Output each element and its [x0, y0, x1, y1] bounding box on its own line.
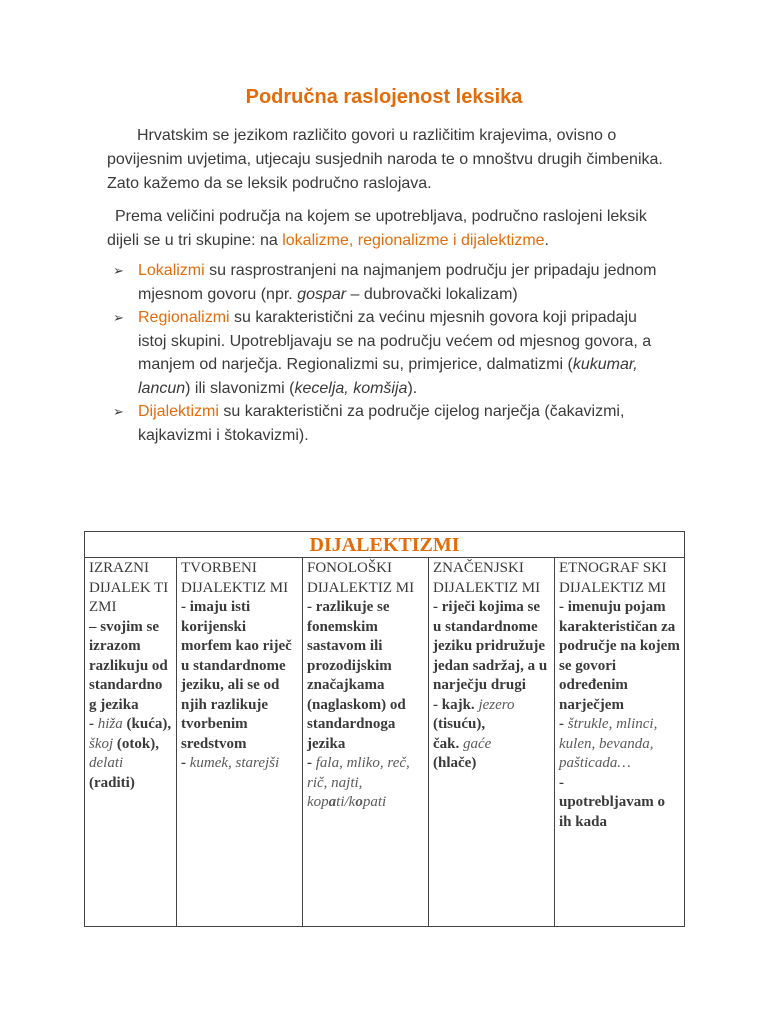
term: Lokalizmi [138, 262, 205, 279]
example: škoj [89, 735, 114, 752]
example-accent: a [328, 794, 337, 810]
translation: (hlače) [433, 755, 477, 771]
dialect-label: kajk. [441, 696, 475, 713]
example: ti/k [336, 794, 356, 810]
example: gaće [463, 735, 492, 752]
division-paragraph [107, 205, 667, 253]
item-text: ) ili slavonizmi ( [185, 379, 295, 397]
item-text: su rasprostranjeni na najmanjem području jer pripadaju jednom mjesnom govoru (npr. [138, 262, 657, 303]
intro-text: Hrvatskim se jezikom različito govori u različitim krajevima, ovisno o povijesnim uvjetima, utjecaju susjednih naroda te o mnoštvu drugih čimbenika. Zato kažemo da se leksik područno raslojava. [107, 127, 663, 192]
example: kecelja, komšija [294, 379, 408, 397]
dash: - [559, 774, 564, 791]
col-heading: ZNAČENJSKI DIJALEKTIZ MI [433, 560, 541, 596]
col-desc: - razlikuje se fonemskim sastavom ili prozodijskim značajkama (naglaskom) od standardnoga jezika [307, 599, 406, 752]
examples: - fala, mliko, reč, rič, najti, kopati/kopati [307, 755, 410, 810]
division-text: Prema veličini područja na kojem se upotrebljava, područno raslojeni leksik dijeli se u tri skupine: na [107, 208, 647, 249]
example: pati [362, 794, 387, 810]
examples [89, 735, 172, 755]
examples [433, 735, 550, 755]
example: kumek, starejši [189, 755, 280, 771]
col-desc: - imaju isti korijenski morfem kao riječ u standardnome jeziku, ali se od njih razlikuje tvorbenim sredstvom [181, 599, 292, 752]
col-heading: IZRAZNI DIJALEK TI ZMI [89, 560, 169, 615]
examples [89, 754, 172, 793]
col-heading: TVORBENI DIJALEKTIZ MI [181, 560, 289, 596]
intro-paragraph [107, 124, 667, 196]
col-etnografski [555, 558, 685, 927]
col-desc: - riječi kojima se u standardnome jeziku pridružuje jedan sadržaj, a u narječju drugi [433, 599, 548, 693]
translation: (otok), [116, 735, 159, 752]
col-tvorbeni [177, 558, 303, 927]
dialect-label: čak. [433, 735, 460, 752]
term: Dijalektizmi [138, 403, 219, 420]
arrow-bullet-icon: ➢ [113, 263, 124, 278]
item-text: su karakteristični za područje cijelog narječja (čakavizmi, kajkavizmi i štokavizmi). [138, 403, 625, 444]
arrow-bullet-icon: ➢ [113, 310, 124, 325]
types-list [107, 259, 667, 447]
translation: (tisuću), [433, 716, 486, 732]
list-item-regionalizmi [107, 306, 667, 400]
item-text: ). [407, 379, 418, 397]
col-heading: FONOLOŠKI DIJALEKTIZ MI [307, 560, 415, 596]
translation: (kuća), [126, 716, 172, 732]
list-item-lokalizmi [107, 259, 667, 306]
arrow-bullet-icon: ➢ [113, 404, 124, 419]
item-text: su karakteristični za većinu mjesnih govora koji pripadaju istoj skupini. Upotrebljavaju se na području većem od mjesnog govora, a manjem od narječja. Regionalizmi su, primjerice, dalmatizmi ( [138, 309, 652, 373]
col-desc: – svojim se izrazom razlikuju od standardno g jezika [89, 618, 168, 713]
examples: - kajk. jezero [433, 696, 515, 713]
table-header: DIJALEKTIZMI [85, 532, 685, 558]
col-fonoloski [303, 558, 429, 927]
col-znacenjski [429, 558, 555, 927]
example: štrukle, mlinci, kulen, bevanda, pašticada… [559, 716, 658, 771]
division-highlight: lokalizme, regionalizme i dijalektizme [282, 232, 545, 249]
example: delati [89, 755, 124, 771]
example: jezero [478, 696, 515, 713]
col-desc-2: upotrebljavam o ih kada [559, 794, 665, 830]
translation: (raditi) [89, 774, 135, 791]
example: kukumar, lancun [138, 356, 638, 397]
examples: - hiža (kuća), [89, 716, 172, 732]
example-accent: o [355, 794, 363, 810]
example: fala, mliko, reč, rič, najti, kop [307, 755, 410, 810]
term: Regionalizmi [138, 309, 230, 326]
col-desc: - imenuju pojam karakterističan za područje na kojem se govori određenim narječjem [559, 599, 680, 713]
examples: - štrukle, mlinci, kulen, bevanda, pašticada… [559, 716, 658, 771]
list-item-dijalektizmi [107, 400, 667, 447]
table-row [85, 558, 685, 927]
dijalektizmi-table [84, 531, 685, 927]
col-izrazni [85, 558, 177, 927]
item-text: – dubrovački lokalizam) [346, 285, 518, 303]
example: gospar [297, 285, 347, 303]
page-title: Područna raslojenost leksika [245, 86, 523, 108]
examples: - kumek, starejši [181, 755, 280, 771]
col-heading: ETNOGRAF SKI DIJALEKTIZ MI [559, 560, 667, 596]
division-end: . [544, 232, 549, 249]
example: hiža [97, 716, 123, 732]
